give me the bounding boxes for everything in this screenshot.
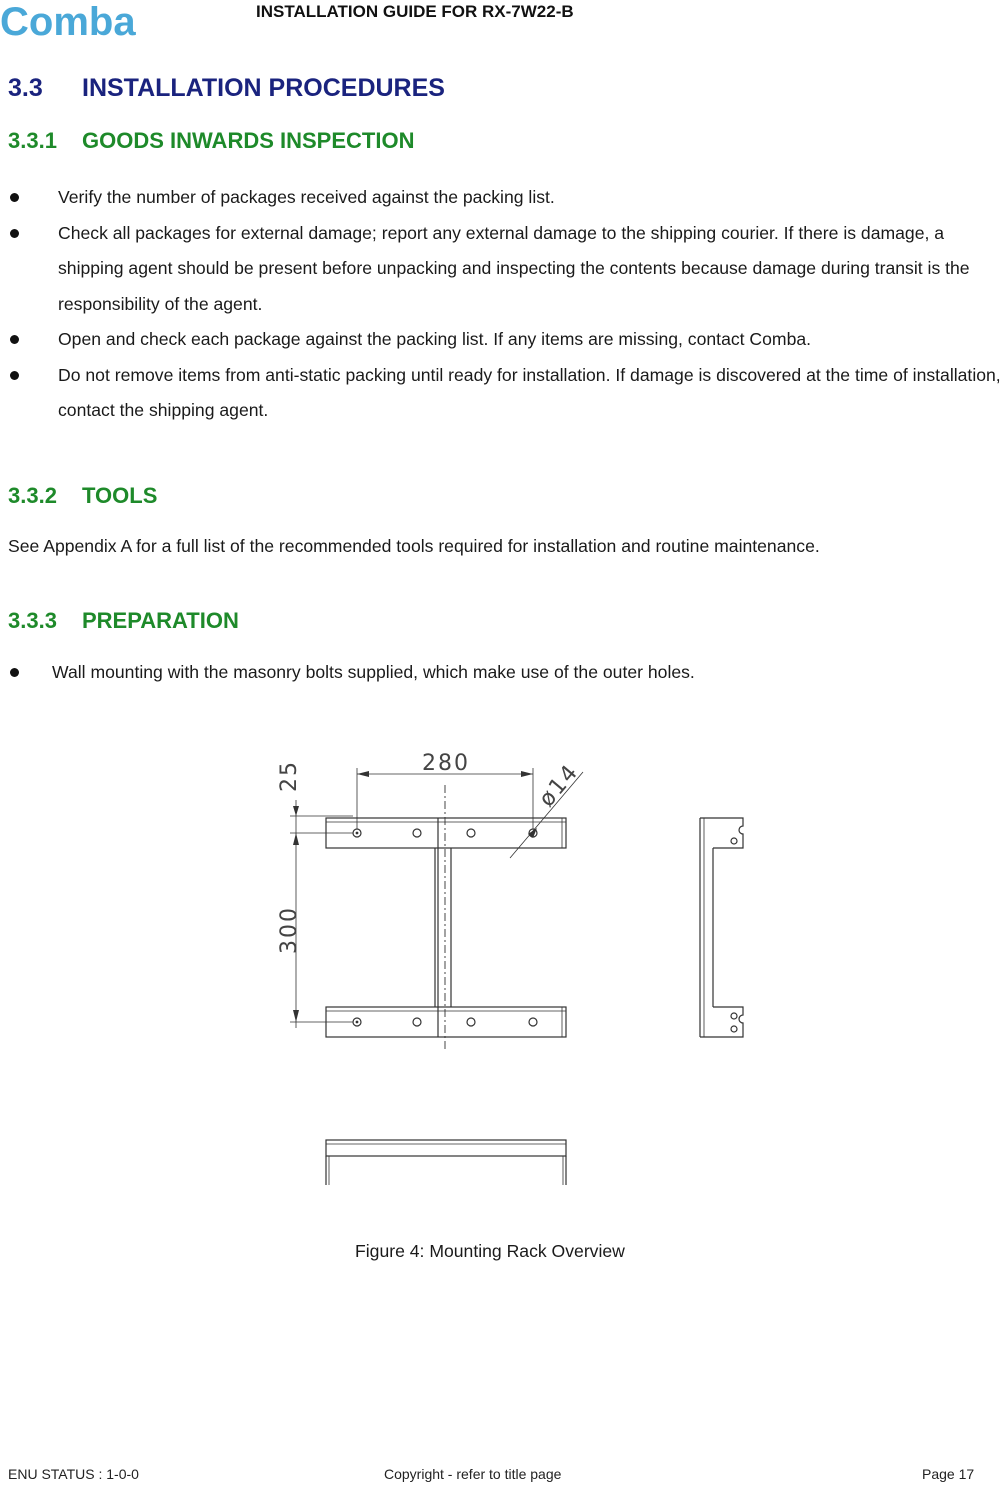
tools-number: 3.3.2 bbox=[8, 483, 57, 508]
inspection-list bbox=[8, 180, 1002, 429]
preparation-item: Wall mounting with the masonry bolts supplied, which make use of the outer holes. bbox=[8, 662, 695, 683]
section-heading bbox=[8, 74, 445, 103]
height-dimension-label: 300 bbox=[277, 906, 302, 954]
bullet-icon bbox=[10, 668, 19, 677]
hole-dimension-label: ø14 bbox=[534, 759, 585, 812]
list-item: Verify the number of packages received against the packing list. bbox=[8, 180, 1002, 216]
plan-view bbox=[326, 1140, 566, 1185]
section-number: 3.3 bbox=[8, 74, 43, 102]
list-item: Open and check each package against the packing list. If any items are missing, contact Comba. bbox=[8, 322, 1002, 358]
goods-number: 3.3.1 bbox=[8, 128, 57, 153]
preparation-heading bbox=[8, 608, 239, 634]
figure-caption: Figure 4: Mounting Rack Overview bbox=[355, 1241, 625, 1261]
bullet-icon bbox=[10, 193, 19, 202]
mounting-rack-drawing bbox=[260, 730, 780, 1200]
height-dimension bbox=[277, 760, 353, 1028]
side-view bbox=[700, 818, 743, 1037]
section-title: INSTALLATION PROCEDURES bbox=[82, 74, 445, 102]
comba-logo bbox=[0, 2, 182, 42]
bullet-icon bbox=[10, 335, 19, 344]
preparation-number: 3.3.3 bbox=[8, 608, 57, 633]
logo-text: Comba bbox=[0, 2, 136, 42]
preparation-title: PREPARATION bbox=[82, 608, 239, 633]
footer-status: ENU STATUS : 1-0-0 bbox=[8, 1466, 139, 1482]
document-title: INSTALLATION GUIDE FOR RX-7W22-B bbox=[256, 2, 574, 21]
offset-dimension-label: 25 bbox=[277, 760, 302, 792]
footer-copyright: Copyright - refer to title page bbox=[384, 1466, 562, 1482]
goods-title: GOODS INWARDS INSPECTION bbox=[82, 128, 415, 153]
goods-heading bbox=[8, 128, 414, 154]
list-item: Do not remove items from anti-static packing until ready for installation. If damage is discovered at the time of installation, contact the shipping agent. bbox=[8, 358, 1002, 429]
tools-title: TOOLS bbox=[82, 483, 158, 508]
bullet-icon bbox=[10, 229, 19, 238]
width-dimension-label: 280 bbox=[422, 751, 470, 776]
front-view bbox=[326, 785, 566, 1052]
bullet-icon bbox=[10, 371, 19, 380]
tools-heading bbox=[8, 483, 157, 509]
list-item: Check all packages for external damage; report any external damage to the shipping courier. If there is damage, a shipping agent should be present before unpacking and inspecting the contents because damage during transit is the responsibility of the agent. bbox=[8, 216, 1002, 323]
tools-paragraph: See Appendix A for a full list of the recommended tools required for installation and routine maintenance. bbox=[8, 536, 820, 556]
footer-page-number: Page 17 bbox=[922, 1466, 975, 1482]
